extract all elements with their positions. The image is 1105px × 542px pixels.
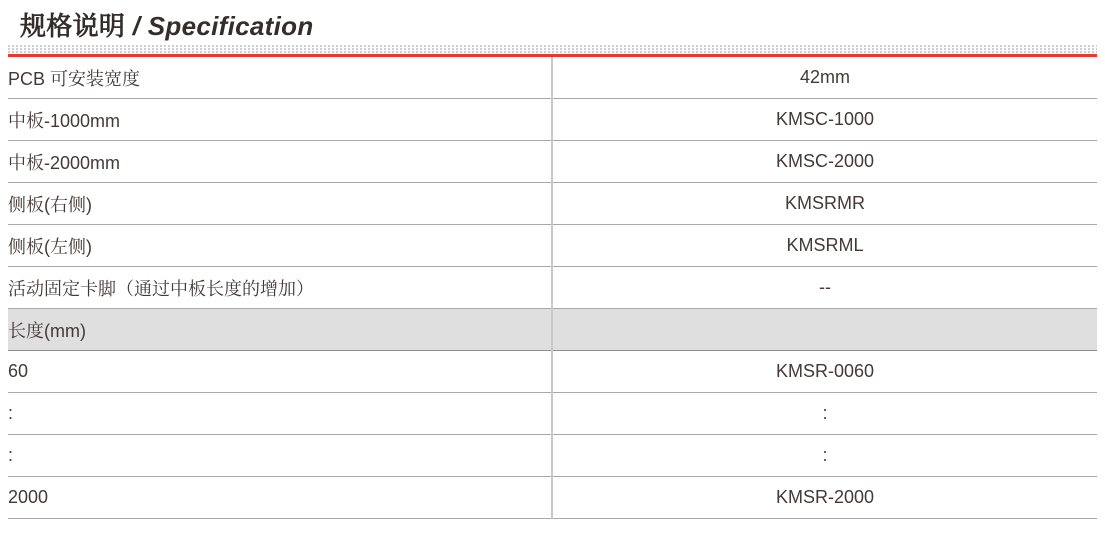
page-title-zh: 规格说明 bbox=[20, 11, 126, 41]
page-title-space bbox=[125, 11, 133, 41]
title-rule bbox=[8, 45, 1097, 57]
spec-value: : bbox=[552, 435, 1097, 477]
table-row bbox=[8, 183, 1097, 225]
table-row bbox=[8, 57, 1097, 99]
spec-label: 2000 bbox=[8, 477, 552, 519]
spec-value: KMSC-1000 bbox=[552, 99, 1097, 141]
spec-label: 侧板(左侧) bbox=[8, 225, 552, 267]
table-row bbox=[8, 99, 1097, 141]
spec-label: : bbox=[8, 393, 552, 435]
spec-value: KMSC-2000 bbox=[552, 141, 1097, 183]
spec-value: : bbox=[552, 393, 1097, 435]
spec-value: KMSR-0060 bbox=[552, 351, 1097, 393]
specification-table-body bbox=[8, 57, 1097, 519]
table-row bbox=[8, 225, 1097, 267]
table-row bbox=[8, 141, 1097, 183]
specification-table bbox=[8, 57, 1097, 519]
spec-value: -- bbox=[552, 267, 1097, 309]
spec-label: 长度(mm) bbox=[8, 309, 552, 351]
table-row bbox=[8, 309, 1097, 351]
spec-value: KMSRMR bbox=[552, 183, 1097, 225]
spec-value: KMSR-2000 bbox=[552, 477, 1097, 519]
spec-label: : bbox=[8, 435, 552, 477]
page-title bbox=[20, 10, 1105, 42]
spec-label: 侧板(右侧) bbox=[8, 183, 552, 225]
table-row bbox=[8, 393, 1097, 435]
table-row bbox=[8, 435, 1097, 477]
spec-value: 42mm bbox=[552, 57, 1097, 99]
page-title-en: / Specification bbox=[132, 11, 314, 41]
spec-label: PCB 可安装宽度 bbox=[8, 57, 552, 99]
spec-label: 活动固定卡脚（通过中板长度的增加） bbox=[8, 267, 552, 309]
table-row bbox=[8, 477, 1097, 519]
spec-value: KMSRML bbox=[552, 225, 1097, 267]
dotted-band-rule bbox=[8, 45, 1097, 53]
table-row bbox=[8, 351, 1097, 393]
spec-label: 60 bbox=[8, 351, 552, 393]
spec-label: 中板-1000mm bbox=[8, 99, 552, 141]
spec-page bbox=[0, 10, 1105, 542]
spec-label: 中板-2000mm bbox=[8, 141, 552, 183]
spec-value bbox=[552, 309, 1097, 351]
table-row bbox=[8, 267, 1097, 309]
